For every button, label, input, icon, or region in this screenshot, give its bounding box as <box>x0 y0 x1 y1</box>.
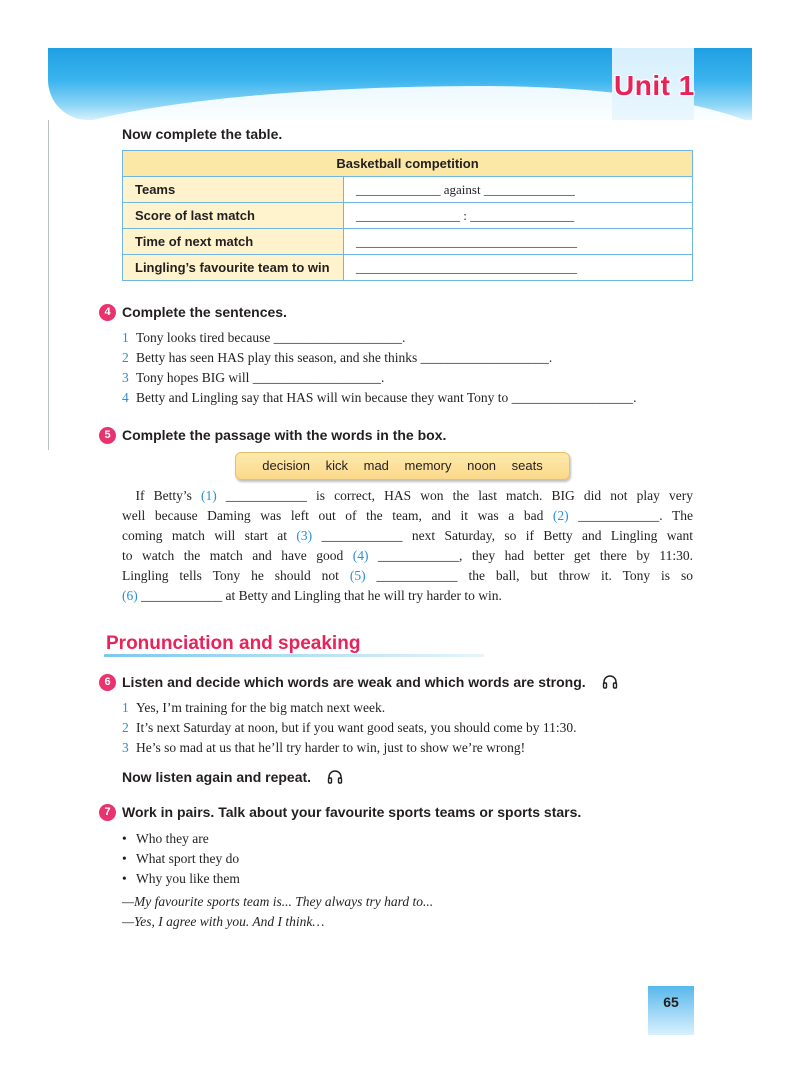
exercise-6-list <box>122 698 576 758</box>
list-item <box>122 368 637 388</box>
row-blank-score[interactable]: ________________ : ________________ <box>344 203 693 229</box>
dialog-line: —Yes, I agree with you. And I think… <box>122 914 325 929</box>
table-row <box>123 255 693 281</box>
table-header-row <box>123 151 693 177</box>
example-dialog <box>122 892 433 932</box>
passage-line <box>122 546 693 566</box>
list-item <box>122 698 576 718</box>
bullet-text: Why you like them <box>136 871 240 886</box>
item-number: 2 <box>122 720 129 735</box>
word-box-item: seats <box>511 458 543 473</box>
exercise-4-title: Complete the sentences. <box>122 304 287 320</box>
exercise-7-badge: 7 <box>99 804 116 821</box>
word-box-item: decision <box>262 458 310 473</box>
exercise-6-heading <box>122 674 618 690</box>
item-number: 3 <box>122 740 129 755</box>
bullet-icon: • <box>122 831 127 846</box>
list-item <box>122 738 576 758</box>
row-label-time: Time of next match <box>123 229 344 255</box>
item-number: 4 <box>122 390 129 405</box>
blank-number: (3) <box>296 528 313 543</box>
exercise-7-bullets <box>122 829 240 889</box>
word-box-item: kick <box>325 458 348 473</box>
passage-text: ____________. The <box>568 508 693 523</box>
bullet-icon: • <box>122 851 127 866</box>
passage-text: ____________ the ball, but throw it. Tony is so <box>365 568 693 583</box>
competition-table <box>122 150 693 281</box>
exercise-6-title: Listen and decide which words are weak and which words are strong. <box>122 674 586 690</box>
item-text: He’s so mad at us that he’ll try harder to win, just to show we’re wrong! <box>136 740 526 755</box>
blank-number: (5) <box>349 568 366 583</box>
item-number: 1 <box>122 330 129 345</box>
exercise-7-title: Work in pairs. Talk about your favourite sports teams or sports stars. <box>122 804 582 820</box>
passage-line <box>122 526 693 546</box>
section-title: Pronunciation and speaking <box>106 633 361 654</box>
passage-text: coming match will start at <box>122 528 297 543</box>
listen-again-heading <box>122 769 343 785</box>
exercise-4-list <box>122 328 637 408</box>
table-row <box>123 203 693 229</box>
table-title: Basketball competition <box>123 151 693 177</box>
row-label-score: Score of last match <box>123 203 344 229</box>
table-row <box>123 177 693 203</box>
word-box-item: noon <box>467 458 497 473</box>
section-underline <box>104 654 484 657</box>
passage-text: Lingling tells Tony he should not <box>122 568 350 583</box>
item-text: Yes, I’m training for the big match next week. <box>136 700 386 715</box>
blank-number: (2) <box>552 508 569 523</box>
list-item <box>122 328 637 348</box>
item-text: Tony hopes BIG will ___________________. <box>136 370 385 385</box>
row-blank-teams[interactable]: _____________ against ______________ <box>344 177 693 203</box>
row-label-teams: Teams <box>123 177 344 203</box>
list-item <box>122 388 637 408</box>
blank-number: (1) <box>201 488 217 503</box>
passage-line <box>122 566 693 586</box>
unit-title: Unit 1 <box>614 70 695 101</box>
passage-text: ____________, they had better get there by 11:30. <box>368 548 693 563</box>
exercise-5-badge: 5 <box>99 427 116 444</box>
row-blank-favourite[interactable]: __________________________________ <box>344 255 693 281</box>
passage-line <box>122 586 693 606</box>
list-item <box>122 348 637 368</box>
passage-text: If Betty’s <box>135 488 201 503</box>
passage-text: well because Daming was left out of the team, and it was a bad <box>122 508 553 523</box>
margin-rule <box>48 120 49 450</box>
word-box-item: memory <box>404 458 452 473</box>
passage-text: to watch the match and have good <box>122 548 353 563</box>
list-item <box>122 869 240 889</box>
page-number: 65 <box>663 994 679 1010</box>
passage <box>122 486 693 606</box>
passage-text: ____________ next Saturday, so if Betty and Lingling want <box>312 528 693 543</box>
passage-line <box>122 486 693 506</box>
dialog-line: —My favourite sports team is... They always try hard to... <box>122 894 434 909</box>
item-text: Betty and Lingling say that HAS will win because they want Tony to __________________. <box>136 390 637 405</box>
row-label-favourite: Lingling’s favourite team to win <box>123 255 344 281</box>
row-blank-time[interactable]: __________________________________ <box>344 229 693 255</box>
item-number: 1 <box>122 700 129 715</box>
bullet-text: Who they are <box>136 831 209 846</box>
word-box <box>235 452 570 480</box>
headphones-icon[interactable] <box>602 674 618 690</box>
list-item <box>122 718 576 738</box>
exercise-5-title: Complete the passage with the words in the box. <box>122 427 447 443</box>
item-text: It’s next Saturday at noon, but if you want good seats, you should come by 11:30. <box>136 720 577 735</box>
item-text: Betty has seen HAS play this season, and she thinks ___________________. <box>136 350 553 365</box>
word-box-item: mad <box>363 458 389 473</box>
listen-again-text: Now listen again and repeat. <box>122 769 312 785</box>
table-instruction: Now complete the table. <box>122 126 283 142</box>
passage-text: ____________ at Betty and Lingling that he will try harder to win. <box>137 588 502 603</box>
list-item <box>122 829 240 849</box>
blank-number: (4) <box>352 548 369 563</box>
blank-number: (6) <box>122 588 138 603</box>
bullet-text: What sport they do <box>136 851 240 866</box>
bullet-icon: • <box>122 871 127 886</box>
item-number: 2 <box>122 350 129 365</box>
passage-text: ____________ is correct, HAS won the last match. BIG did not play very <box>216 488 694 503</box>
item-number: 3 <box>122 370 129 385</box>
item-text: Tony looks tired because ___________________. <box>136 330 406 345</box>
exercise-4-badge: 4 <box>99 304 116 321</box>
headphones-icon[interactable] <box>327 769 343 785</box>
passage-line <box>122 506 693 526</box>
exercise-6-badge: 6 <box>99 674 116 691</box>
table-row <box>123 229 693 255</box>
list-item <box>122 849 240 869</box>
